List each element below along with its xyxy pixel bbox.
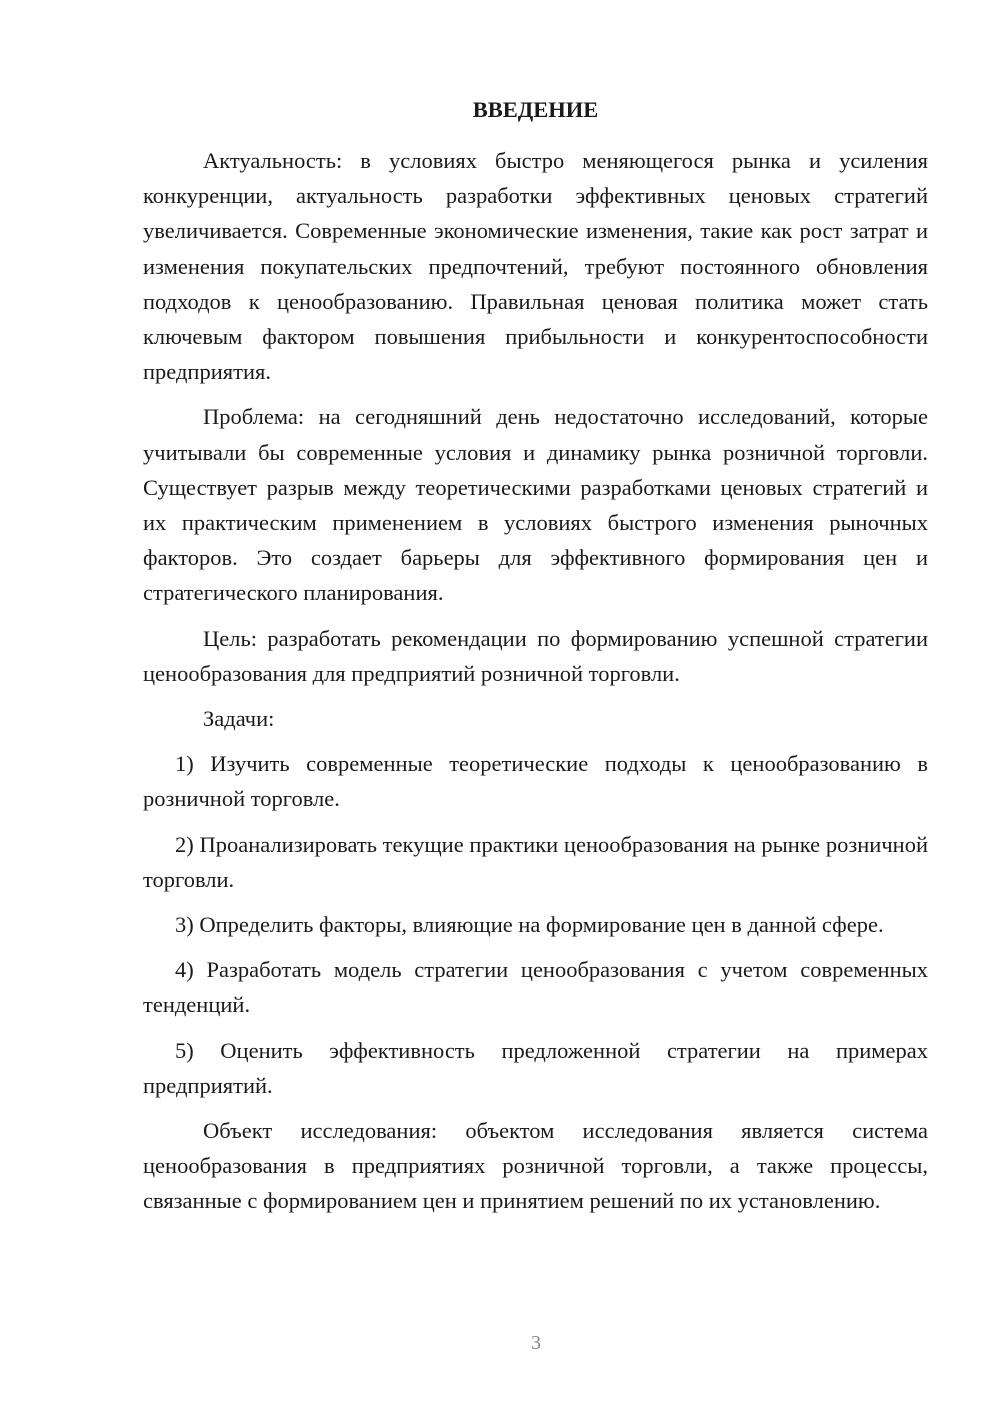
tasks-heading: Задачи:: [203, 706, 275, 732]
list-item: 1) Изучить современные теоретические подходы к ценообразованию в розничной торговле.: [143, 751, 928, 812]
document-page: [143, 95, 928, 1229]
paragraph-goal: Цель: разработать рекомендации по формированию успешной стратегии ценообразования для предприятий розничной торговли.: [143, 625, 928, 686]
tasks-list: [143, 746, 928, 1103]
list-item: 4) Разработать модель стратегии ценообразования с учетом современных тенденций.: [143, 957, 928, 1018]
paragraph-object: Объект исследования: объектом исследования является система ценообразования в предприятиях розничной торговли, а также процессы, связанные с формированием цен и принятием решений по их установлению.: [143, 1118, 928, 1214]
list-item: 5) Оценить эффективность предложенной стратегии на примерах предприятий.: [143, 1037, 928, 1098]
paragraph-relevance: Актуальность: в условиях быстро меняющегося рынка и усиления конкуренции, актуальность разработки эффективных ценовых стратегий увеличивается. Современные экономические изменения, такие как рост затрат и изменения покупательских предпочтений, требуют постоянного обновления подходов к ценообразованию. Правильная ценовая политика может стать ключевым фактором повышения прибыльности и конкурентоспособности предприятия.: [143, 148, 928, 385]
list-item: 2) Проанализировать текущие практики ценообразования на рынке розничной торговли.: [143, 831, 928, 892]
page-number: 3: [531, 1332, 541, 1354]
paragraph-problem: Проблема: на сегодняшний день недостаточно исследований, которые учитывали бы современные условия и динамику рынка розничной торговли. Существует разрыв между теоретическими разработками ценовых стратегий и их практическим применением в условиях быстрого изменения рыночных факторов. Это создает барьеры для эффективного формирования цен и стратегического планирования.: [143, 404, 928, 606]
page-title: ВВЕДЕНИЕ: [472, 97, 599, 122]
list-item: 3) Определить факторы, влияющие на формирование цен в данной сфере.: [175, 912, 884, 938]
